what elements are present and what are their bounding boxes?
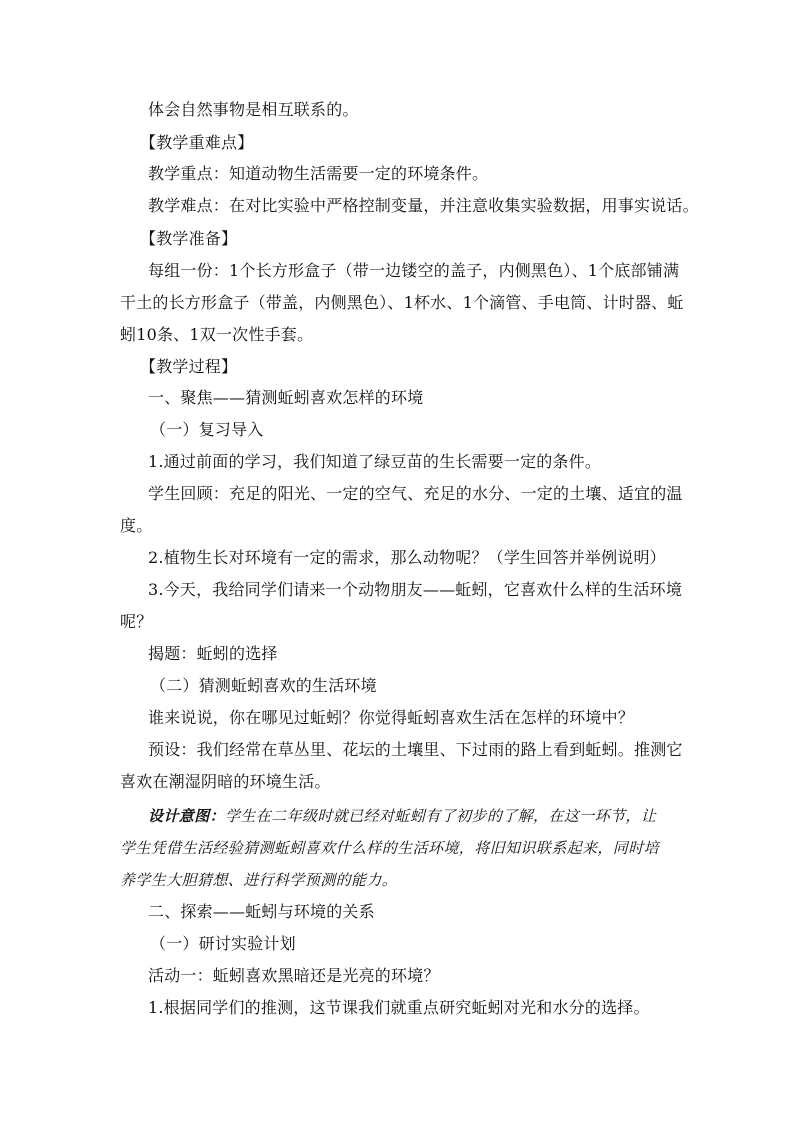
- subsection-heading: 二、探索——蚯蚓与环境的关系: [148, 902, 375, 921]
- design-intent-line: 学生凭借生活经验猜测蚯蚓喜欢什么样的生活环境，将旧知识联系起来，同时培: [120, 839, 660, 857]
- design-intent-line: [148, 806, 656, 826]
- paragraph-line: 每组一份：1个长方形盒子（带一边镂空的盖子，内侧黑色）、1个底部铺满: [148, 261, 680, 280]
- section-heading: 【教学过程】: [140, 357, 238, 376]
- subsection-heading: （二）猜测蚯蚓喜欢的生活环境: [150, 676, 377, 695]
- design-intent-line: 养学生大胆猜想、进行科学预测的能力。: [120, 871, 398, 889]
- design-intent-text: 学生在二年级时就已经对蚯蚓有了初步的了解，在这一环节，让: [225, 807, 657, 825]
- paragraph-line: 干土的长方形盒子（带盖，内侧黑色）、1杯水、1个滴管、手电筒、计时器、蚯: [120, 293, 684, 312]
- paragraph-line: 活动一：蚯蚓喜欢黑暗还是光亮的环境？: [148, 966, 440, 985]
- paragraph-line: 谁来说说，你在哪见过蚯蚓？你觉得蚯蚓喜欢生活在怎样的环境中？: [148, 708, 635, 727]
- paragraph-line: 教学重点：知道动物生活需要一定的环境条件。: [148, 164, 489, 183]
- subsection-heading: （一）研讨实验计划: [150, 934, 296, 953]
- design-intent-label: 设计意图：: [148, 807, 226, 825]
- subsection-heading: （一）复习导入: [150, 420, 264, 439]
- paragraph-line: 揭题：蚯蚓的选择: [148, 644, 278, 663]
- paragraph-line: 预设：我们经常在草丛里、花坛的土壤里、下过雨的路上看到蚯蚓。推测它: [148, 740, 683, 759]
- paragraph-line: 学生回顾：充足的阳光、一定的空气、充足的水分、一定的土壤、适宜的温: [148, 484, 683, 503]
- section-heading: 【教学重难点】: [140, 133, 254, 152]
- paragraph-line: 教学难点：在对比实验中严格控制变量，并注意收集实验数据，用事实说话。: [148, 196, 699, 215]
- paragraph-line: 体会自然事物是相互联系的。: [148, 100, 359, 119]
- paragraph-line: 喜欢在潮湿阴暗的环境生活。: [120, 772, 331, 791]
- paragraph-line: 2.植物生长对环境有一定的需求，那么动物呢？（学生回答并举例说明）: [148, 548, 666, 567]
- paragraph-line: 蚓10条、1双一次性手套。: [120, 325, 314, 344]
- paragraph-line: 度。: [120, 516, 153, 535]
- paragraph-line: 呢？: [120, 612, 153, 631]
- paragraph-line: 1.根据同学们的推测，这节课我们就重点研究蚯蚓对光和水分的选择。: [148, 998, 650, 1017]
- section-heading: 【教学准备】: [140, 229, 238, 248]
- subsection-heading: 一、聚焦——猜测蚯蚓喜欢怎样的环境: [148, 388, 424, 407]
- paragraph-line: 1.通过前面的学习，我们知道了绿豆苗的生长需要一定的条件。: [148, 452, 602, 471]
- paragraph-line: 3.今天，我给同学们请来一个动物朋友——蚯蚓，它喜欢什么样的生活环境: [148, 580, 683, 599]
